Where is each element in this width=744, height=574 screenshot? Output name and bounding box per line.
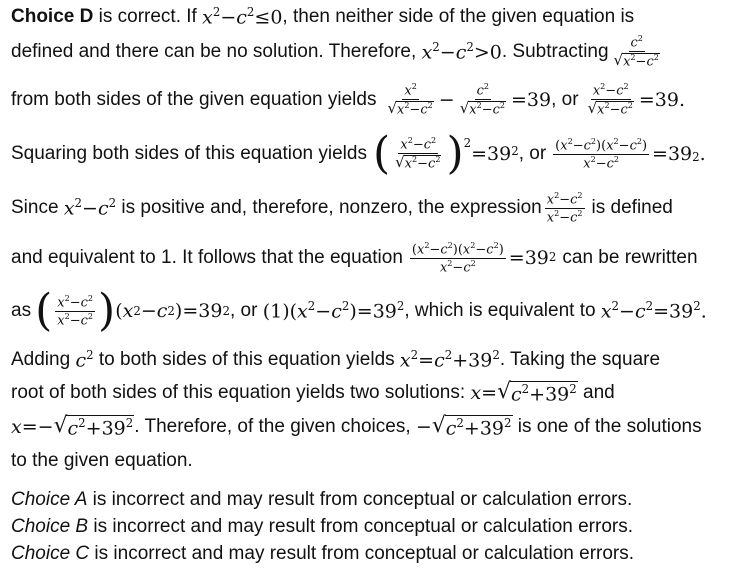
- x2-equation: $x^2=c^2+39^2$: [399, 348, 500, 372]
- line-6: [11, 238, 698, 278]
- positive-solution: x = √ $c^2+39^2$: [470, 378, 577, 406]
- exp: 2: [432, 40, 440, 55]
- choice-c-explanation: [11, 542, 634, 566]
- chosen-solution: − √ $c^2+39^2$: [415, 412, 512, 440]
- line-8: [11, 346, 660, 374]
- text: . Taking the square: [499, 349, 661, 370]
- text: can be rewritten: [562, 247, 698, 268]
- product-equation: ( $\frac{x^2-c^2}{x^2-c^2}$ ) ( x 2 − c 2 ) = 39 2: [35, 285, 230, 336]
- op: −: [439, 41, 456, 64]
- op: −: [220, 6, 237, 29]
- text: from both sides of the given equation yields: [11, 89, 377, 110]
- line-2: [11, 34, 665, 70]
- text: and equivalent to 1. It follows that the equation: [11, 247, 403, 268]
- text: is one of the solutions: [512, 416, 702, 437]
- expanded-equation: $\frac{(x^2-c^2)(x^2-c^2)}{x^2-c^2}$ = 39 2 .: [555, 136, 706, 171]
- text: , or: [551, 89, 579, 110]
- text: . Therefore, of the given choices,: [134, 416, 416, 437]
- op: >: [473, 41, 490, 64]
- exp: 2: [212, 5, 221, 20]
- choice-a-explanation: [11, 488, 632, 512]
- rewritten-equation: $\frac{(x^2-c^2)(x^2-c^2)}{x^2-c^2}$ = 39 2: [411, 240, 557, 275]
- text: is positive and, therefore, nonzero, the expression: [116, 197, 542, 218]
- simplified-equation: $(1)(x^2-c^2)=39^2$: [262, 299, 405, 323]
- choice-text: is incorrect and may result from conceptual or calculation errors.: [89, 543, 635, 564]
- line-4: [11, 130, 706, 178]
- text: , then neither side of the given equation is: [282, 6, 635, 27]
- num: 0: [489, 41, 502, 64]
- text: . Subtracting: [501, 41, 609, 62]
- op: ≤: [254, 6, 271, 29]
- text: root of both sides of this equation yields two solutions:: [11, 382, 471, 403]
- text: Since: [11, 197, 64, 218]
- choice-b-explanation: [11, 515, 633, 539]
- var-c: c: [455, 41, 467, 64]
- var-x: x: [421, 41, 433, 64]
- c-squared: $c^2$: [75, 348, 94, 372]
- line-11: [11, 448, 193, 474]
- text: and: [577, 382, 615, 403]
- text: , or: [518, 143, 547, 164]
- squared-equation: ( $x^2-c^2$ √ $x^2-c^2$ ) $^2$ = 39 2: [372, 128, 519, 179]
- var-c: c: [236, 6, 247, 29]
- fraction-c2-over-sqrt: $c^2$ √ $x^2-c^2$: [613, 34, 659, 70]
- negative-solution: x = − √ $c^2+39^2$: [11, 412, 134, 440]
- choice-label: Choice A: [11, 489, 88, 510]
- equivalent-equation: $x^2-c^2=39^2$.: [600, 299, 707, 323]
- exp: 2: [246, 5, 255, 20]
- expression: $x^2-c^2$: [63, 196, 117, 220]
- choice-text: is incorrect and may result from conceptual or calculation errors.: [88, 516, 633, 537]
- text: Squaring both sides of this equation yields: [11, 143, 367, 164]
- equation-2: $x^2-c^2$ √ $x^2-c^2$ = 39 .: [587, 82, 686, 118]
- line-10: [11, 412, 702, 442]
- text: is correct. If: [93, 6, 203, 27]
- text: is defined: [591, 197, 673, 218]
- num: 0: [270, 6, 283, 29]
- inequality-expression: [422, 40, 502, 63]
- line-9: [11, 378, 615, 408]
- line-7: [11, 285, 707, 336]
- line-5: [11, 188, 673, 228]
- choice-label: Choice C: [11, 543, 90, 564]
- text: to the given equation.: [11, 450, 193, 471]
- text: , or: [229, 300, 263, 321]
- inequality-expression: [202, 5, 282, 28]
- text: Adding: [11, 349, 76, 370]
- unity-fraction: $\frac{x^2-c^2}{x^2-c^2}$: [546, 190, 583, 225]
- text: to both sides of this equation yields: [93, 349, 400, 370]
- correct-choice-label: Choice D: [11, 6, 94, 27]
- text: as: [11, 300, 32, 321]
- text: , which is equivalent to: [404, 300, 601, 321]
- text: defined and there can be no solution. Therefore,: [11, 41, 422, 62]
- equation-1: $x^2$ √ $x^2-c^2$ − $c^2$ √ $x^2-c^2$ = 39: [387, 82, 552, 118]
- choice-text: is incorrect and may result from conceptual or calculation errors.: [87, 489, 633, 510]
- line-3: [11, 80, 685, 120]
- line-1: [11, 4, 634, 30]
- choice-label: Choice B: [11, 516, 89, 537]
- exp: 2: [466, 40, 474, 55]
- var-x: x: [202, 6, 213, 29]
